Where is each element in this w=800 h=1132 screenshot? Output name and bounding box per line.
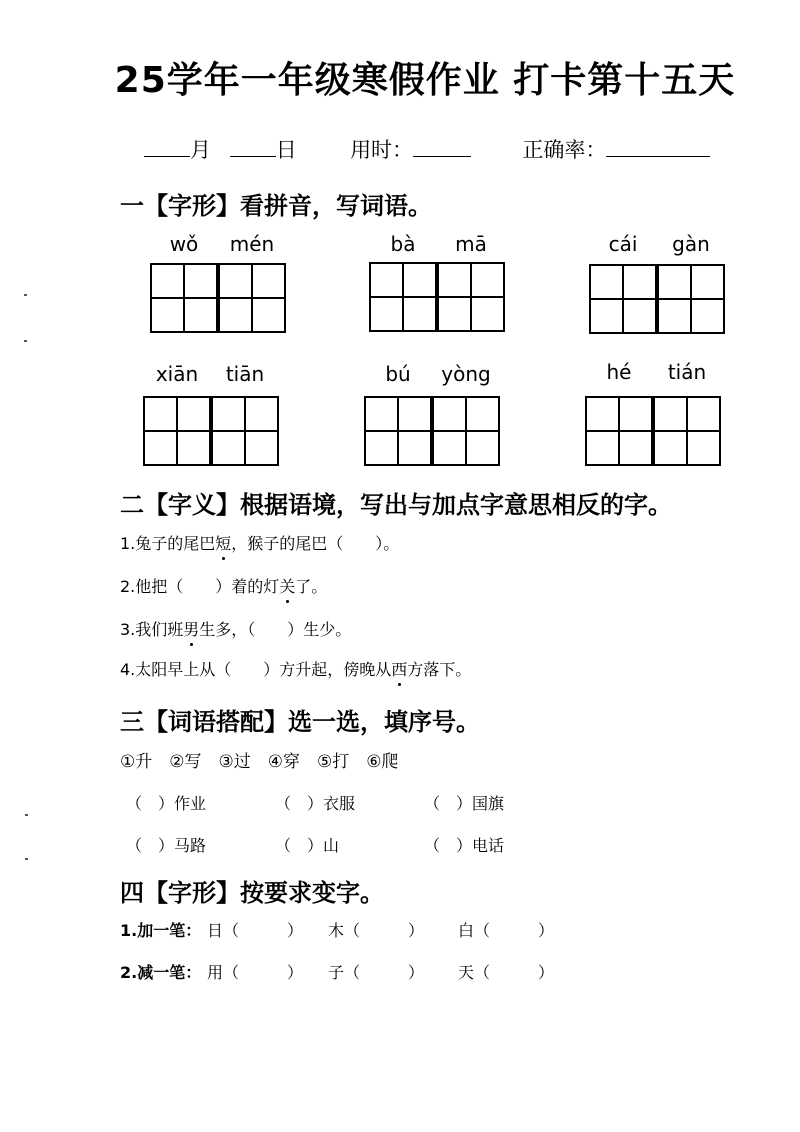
question-text: 生多，（ ）生少。 <box>199 620 352 639</box>
day-label: 日 <box>275 138 297 162</box>
tianzige-box[interactable] <box>218 263 286 333</box>
tianzige-box[interactable] <box>150 263 218 333</box>
accuracy-label: 正确率： <box>522 138 607 162</box>
pinyin-label: gàn <box>672 232 710 256</box>
grid-cell <box>219 264 252 298</box>
question-2-4 <box>120 657 471 680</box>
tianzige-box[interactable] <box>657 264 725 334</box>
grid-cell <box>177 397 210 431</box>
month-blank[interactable] <box>144 136 190 157</box>
grid-cell <box>687 397 720 431</box>
grid-cell <box>177 431 210 465</box>
grid-cell <box>433 397 466 431</box>
time-label: 用时： <box>350 138 414 162</box>
pinyin-label: xiān <box>155 362 199 386</box>
scan-speck <box>24 294 27 296</box>
grid-cell <box>365 397 398 431</box>
change-char-item: 白（ ） <box>458 921 555 940</box>
grid-cell <box>438 297 471 331</box>
pinyin-label: wǒ <box>169 232 199 256</box>
info-line <box>144 134 710 164</box>
tianzige-box[interactable] <box>364 396 432 466</box>
grid-cell <box>658 299 691 333</box>
change-char-item: 日（ ） <box>207 921 304 940</box>
change-char-item: 木（ ） <box>328 921 425 940</box>
grid-cell <box>245 397 278 431</box>
question-2-1 <box>120 531 399 554</box>
grid-cell <box>691 265 724 299</box>
grid-cell <box>466 397 499 431</box>
grid-cell <box>433 431 466 465</box>
pinyin-label: cái <box>608 232 638 256</box>
dotted-char: 西 <box>391 657 407 680</box>
grid-cell <box>658 265 691 299</box>
tianzige-box[interactable] <box>143 396 211 466</box>
change-char-item: 子（ ） <box>328 963 425 982</box>
section-3-heading: 三【词语搭配】选一选，填序号。 <box>120 708 480 736</box>
grid-cell <box>252 264 285 298</box>
change-char-1-label: 1.加一笔： <box>120 921 202 940</box>
grid-cell <box>184 298 217 332</box>
match-item: （ ）国旗 <box>424 794 505 813</box>
grid-cell <box>212 431 245 465</box>
grid-cell <box>586 431 619 465</box>
tianzige-box[interactable] <box>589 264 657 334</box>
tianzige-box[interactable] <box>653 396 721 466</box>
pinyin-label: tián <box>667 360 707 384</box>
grid-cell <box>619 397 652 431</box>
scan-speck <box>25 814 28 816</box>
option-list: ①升 ②写 ③过 ④穿 ⑤打 ⑥爬 <box>120 752 399 772</box>
scan-speck <box>24 340 27 342</box>
accuracy-blank[interactable] <box>606 136 710 157</box>
tianzige-box[interactable] <box>437 262 505 332</box>
question-text: 4.太阳早上从（ ）方升起，傍晚从 <box>120 660 392 679</box>
grid-cell <box>144 431 177 465</box>
grid-cell <box>184 264 217 298</box>
match-item: （ ）山 <box>275 836 340 855</box>
question-text: 了。 <box>295 577 328 596</box>
grid-cell <box>687 431 720 465</box>
dotted-char: 男 <box>183 617 199 640</box>
day-blank[interactable] <box>230 136 276 157</box>
section-2-heading: 二【字义】根据语境，写出与加点字意思相反的字。 <box>120 491 672 519</box>
time-blank[interactable] <box>413 136 471 157</box>
month-label: 月 <box>190 138 211 162</box>
grid-cell <box>370 263 403 297</box>
pinyin-label: bà <box>390 232 416 256</box>
grid-cell <box>398 397 431 431</box>
pinyin-label: mā <box>455 232 487 256</box>
question-2-2 <box>120 574 327 597</box>
page-title: 25学年一年级寒假作业 打卡第十五天 <box>114 60 736 101</box>
grid-cell <box>370 297 403 331</box>
change-char-item: 天（ ） <box>458 963 555 982</box>
grid-cell <box>252 298 285 332</box>
grid-cell <box>212 397 245 431</box>
grid-cell <box>151 298 184 332</box>
grid-cell <box>245 431 278 465</box>
grid-cell <box>619 431 652 465</box>
scan-speck <box>25 858 28 860</box>
grid-cell <box>144 397 177 431</box>
tianzige-box[interactable] <box>211 396 279 466</box>
grid-cell <box>654 431 687 465</box>
question-text: ，猴子的尾巴（ ）。 <box>231 534 400 553</box>
grid-cell <box>438 263 471 297</box>
match-item: （ ）衣服 <box>275 794 356 813</box>
pinyin-label: yòng <box>441 362 491 386</box>
match-item: （ ）马路 <box>126 836 207 855</box>
section-1-heading: 一【字形】看拼音，写词语。 <box>120 192 432 220</box>
pinyin-label: mén <box>229 232 275 256</box>
question-text: 3.我们班 <box>120 620 184 639</box>
grid-cell <box>471 297 504 331</box>
grid-cell <box>590 299 623 333</box>
change-char-2-label: 2.减一笔： <box>120 963 202 982</box>
tianzige-box[interactable] <box>432 396 500 466</box>
match-item: （ ）电话 <box>424 836 505 855</box>
pinyin-label: tiān <box>225 362 265 386</box>
grid-cell <box>654 397 687 431</box>
tianzige-box[interactable] <box>585 396 653 466</box>
question-text: 2.他把（ ）着的灯 <box>120 577 280 596</box>
grid-cell <box>623 265 656 299</box>
section-4-heading: 四【字形】按要求变字。 <box>120 879 384 907</box>
pinyin-label: bú <box>385 362 411 386</box>
grid-cell <box>691 299 724 333</box>
dotted-char: 关 <box>279 574 295 597</box>
question-text: 方落下。 <box>407 660 472 679</box>
grid-cell <box>471 263 504 297</box>
grid-cell <box>398 431 431 465</box>
question-text: 1.兔子的尾巴 <box>120 534 216 553</box>
pinyin-label: hé <box>606 360 632 384</box>
grid-cell <box>365 431 398 465</box>
grid-cell <box>590 265 623 299</box>
grid-cell <box>403 263 436 297</box>
grid-cell <box>151 264 184 298</box>
grid-cell <box>403 297 436 331</box>
dotted-char: 短 <box>215 531 231 554</box>
question-2-3 <box>120 617 351 640</box>
grid-cell <box>586 397 619 431</box>
match-item: （ ）作业 <box>126 794 207 813</box>
grid-cell <box>219 298 252 332</box>
tianzige-box[interactable] <box>369 262 437 332</box>
change-char-item: 用（ ） <box>207 963 304 982</box>
grid-cell <box>466 431 499 465</box>
grid-cell <box>623 299 656 333</box>
